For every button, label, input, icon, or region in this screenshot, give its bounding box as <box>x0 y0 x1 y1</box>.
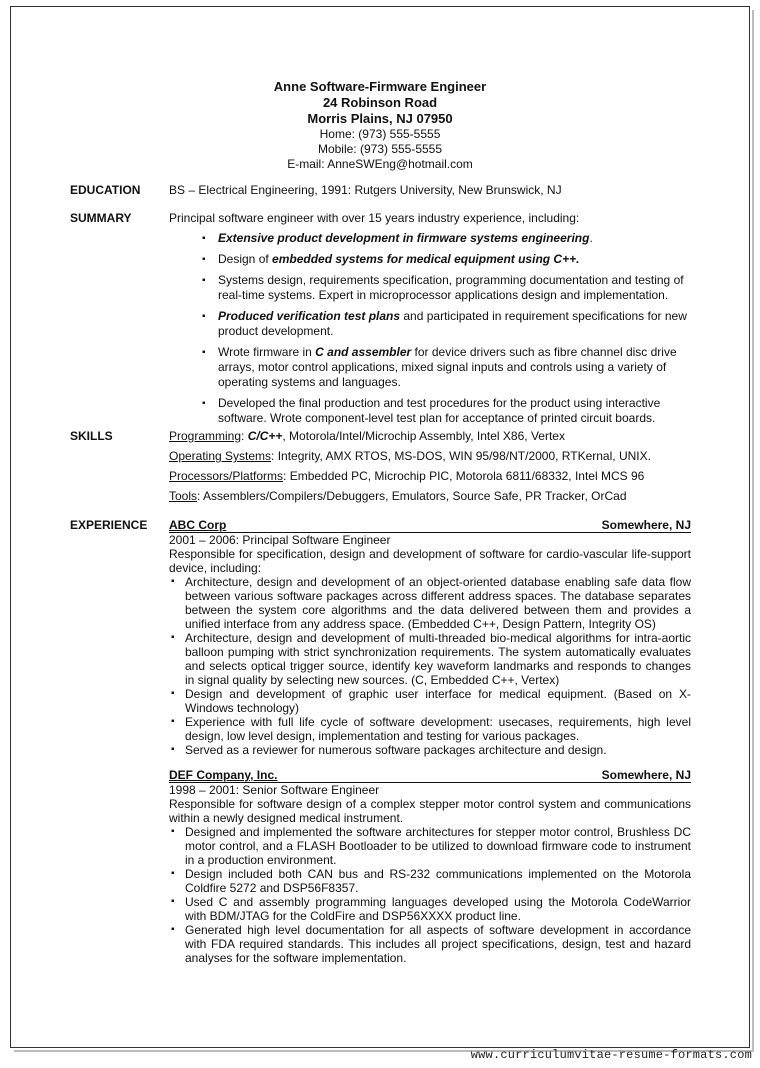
summary-item <box>169 345 691 390</box>
summary-item <box>169 396 691 426</box>
summary-item-5-rest: for device drivers such as fibre channel disc drive arrays, motor control applications, mixed signal inputs and controls using a variety of operating systems and languages. <box>218 345 677 389</box>
job-location: Somewhere, NJ <box>601 768 691 782</box>
job-abc <box>169 518 691 757</box>
job-title: 1998 – 2001: Senior Software Engineer <box>169 783 380 797</box>
summary-item <box>169 273 691 303</box>
job-description: Responsible for software design of a complex stepper motor control system and communications within a newly designed medical instrument. <box>169 797 691 825</box>
summary-item <box>169 309 691 339</box>
skill-programming-label: Programming <box>169 429 242 443</box>
summary-section <box>169 211 691 432</box>
home-phone: Home: (973) 555-5555 <box>319 127 441 141</box>
email: E-mail: AnneSWEng@hotmail.com <box>287 157 473 171</box>
resume-header <box>0 79 760 172</box>
candidate-name: Anne Software-Firmware Engineer <box>273 79 487 94</box>
summary-label: SUMMARY <box>70 211 132 225</box>
summary-item-6: Developed the final production and test procedures for the product using interactive software. Wrote component-level test plan for acceptance of printed circuit boards. <box>218 396 661 425</box>
mobile-phone: Mobile: (973) 555-5555 <box>317 142 443 156</box>
summary-item-2-emphasis: embedded systems for medical equipment using C++. <box>272 252 580 266</box>
job-bullet: ▪ Design included both CAN bus and RS-232 communications implemented on the Motorola Coldfire 5272 and DSP56F8357. <box>169 867 691 895</box>
skill-processors-rest: : Embedded PC, Microchip PIC, Motorola 6811/68332, Intel MCS 96 <box>283 469 645 483</box>
job-bullet: ▪ Generated high level documentation for all aspects of software development in accordance with FDA required standards. This includes all project specifications, design, test and hazard analyses for the software implementation. <box>169 923 691 965</box>
education-label: EDUCATION <box>70 183 141 197</box>
summary-item-3: Systems design, requirements specification, programming documentation and testing of real-time systems. Expert in microprocessor applications design and implementation. <box>218 273 684 302</box>
skill-programming <box>169 429 691 444</box>
job-description: Responsible for specification, design and development of software for cardio-vascular life-support device, including: <box>169 547 691 575</box>
job-bullet: ▪ Used C and assembly programming languages developed using the Motorola CodeWarrior with BDM/JTAG for the ColdFire and DSP56XXXX product line. <box>169 895 691 923</box>
skill-tools-label: Tools <box>169 489 198 503</box>
skill-tools-rest: : Assemblers/Compilers/Debuggers, Emulators, Source Safe, PR Tracker, OrCad <box>197 489 627 503</box>
skill-programming-emphasis: C/C++ <box>247 429 283 443</box>
address-line-2: Morris Plains, NJ 07950 <box>307 111 453 126</box>
education-text: BS – Electrical Engineering, 1991: Rutgers University, New Brunswick, NJ <box>169 183 562 197</box>
job-bullet: ▪ Experience with full life cycle of software development: usecases, requirements, high level design, low level design, implementation and testing for various packages. <box>169 715 691 743</box>
job-header <box>169 518 691 533</box>
website-watermark: www.curriculumvitae-resume-formats.com <box>470 1048 752 1062</box>
job-bullets <box>169 825 691 965</box>
summary-item-1-emphasis: Extensive product development in firmware systems engineering <box>218 231 590 245</box>
summary-item <box>169 252 691 267</box>
skills-section <box>169 429 691 509</box>
summary-item-1-end: . <box>589 231 593 245</box>
address-line-1: 24 Robinson Road <box>322 95 438 110</box>
experience-section <box>169 518 691 965</box>
skill-os-rest: : Integrity, AMX RTOS, MS-DOS, WIN 95/98/NT/2000, RTKernal, UNIX. <box>271 449 651 463</box>
job-company: DEF Company, Inc. <box>169 768 278 782</box>
skill-processors-label: Processors/Platforms <box>169 469 284 483</box>
summary-item-5-emphasis: C and assembler <box>315 345 412 359</box>
job-def <box>169 768 691 965</box>
skill-os-label: Operating Systems <box>169 449 272 463</box>
job-bullet: ▪ Architecture, design and development of an object-oriented database enabling safe data flow between various software packages across different address spaces. The database separates between the system core algorithms and the data delivered between them and provides a unified interface from any address space. (Embedded C++, Design Pattern, Integrity OS) <box>169 575 691 631</box>
experience-label: EXPERIENCE <box>70 518 148 532</box>
summary-item-5-pre: Wrote firmware in <box>218 345 316 359</box>
skill-processors <box>169 469 691 484</box>
job-bullet: ▪ Architecture, design and development of multi-threaded bio-medical algorithms for intra-aortic balloon pumping with strict synchronization requirements. The system automatically evaluates and selects optical trigger source, identify key waveform landmarks and responds to changes in signal quality by selecting new sources. (C, Embedded C++, Vertex) <box>169 631 691 687</box>
skills-label: SKILLS <box>70 429 113 443</box>
skill-programming-rest: , Motorola/Intel/Microchip Assembly, Intel X86, Vertex <box>282 429 565 443</box>
job-title: 2001 – 2006: Principal Software Engineer <box>169 533 391 547</box>
job-bullets <box>169 575 691 757</box>
summary-item-2-pre: Design of <box>218 252 273 266</box>
skill-os <box>169 449 691 464</box>
job-location: Somewhere, NJ <box>601 518 691 532</box>
summary-intro: Principal software engineer with over 15 years industry experience, including: <box>169 211 580 225</box>
job-bullet: ▪ Served as a reviewer for numerous software packages architecture and design. <box>169 743 691 757</box>
job-company: ABC Corp <box>169 518 227 532</box>
summary-item <box>169 231 691 246</box>
summary-list <box>169 231 691 426</box>
job-header <box>169 768 691 783</box>
job-bullet: ▪ Design and development of graphic user interface for medical equipment. (Based on X-Windows technology) <box>169 687 691 715</box>
skill-programming-colon: : <box>241 429 248 443</box>
summary-item-4-rest: and participated in requirement specifications for new product development. <box>218 309 687 338</box>
job-bullet: ▪ Designed and implemented the software architectures for stepper motor control, Brushless DC motor control, and a FLASH Bootloader to be utilized to download firmware code to instrument in a production environment. <box>169 825 691 867</box>
summary-item-4-emphasis: Produced verification test plans <box>218 309 401 323</box>
skill-tools <box>169 489 691 504</box>
